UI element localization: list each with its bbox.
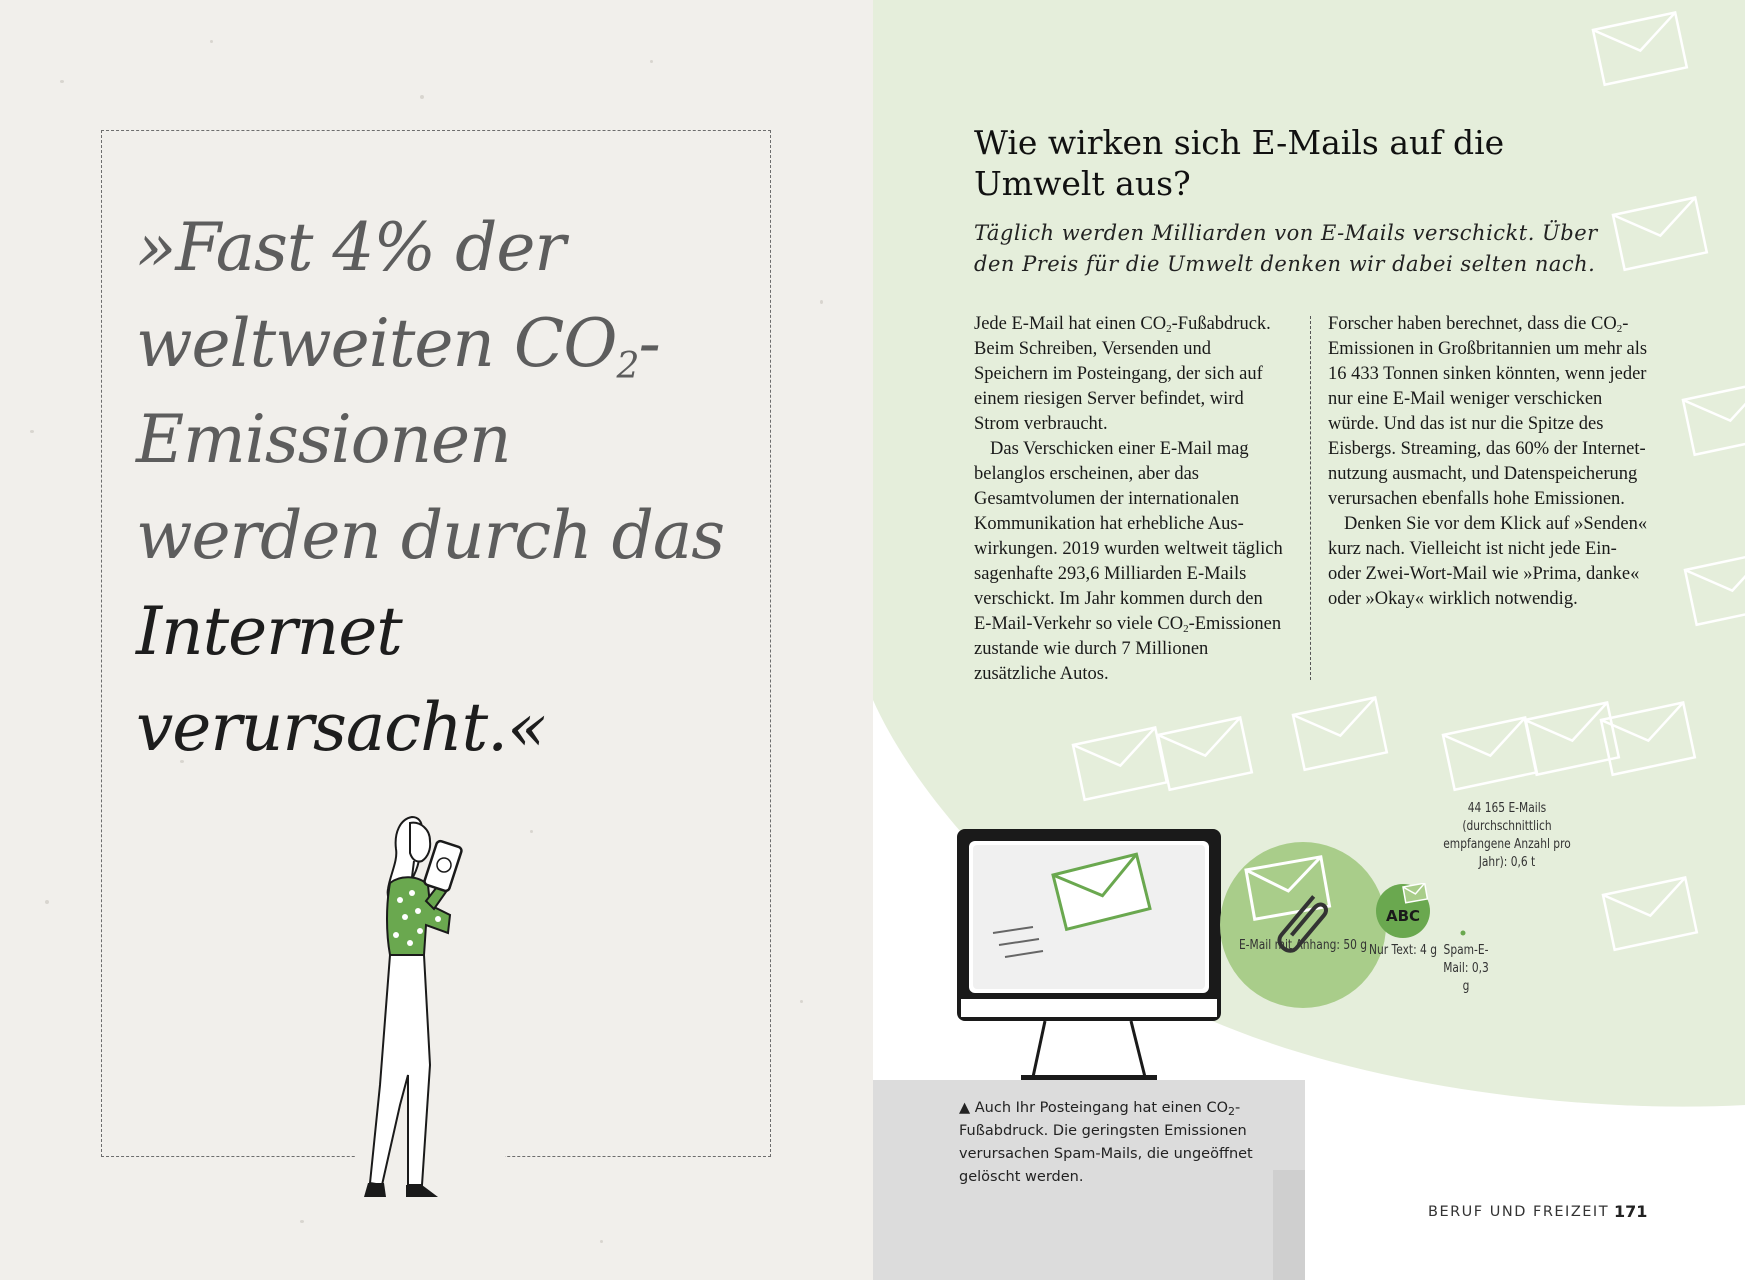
quote-emphasis-internet: Internet (136, 593, 402, 670)
quote-subscript: 2 (616, 346, 639, 387)
body-column-2 (1328, 312, 1653, 612)
paragraph-1: Jede E-Mail hat einen $CO_2$-Fußabdruck. Beim Schreiben, Versenden und Speichern im Posteingang, der sich auf einem riesigen Server befindet, wird Strom verbraucht. (974, 314, 1271, 434)
paragraph-4: Denken Sie vor dem Klick auf »Senden« kurz nach. Vielleicht ist nicht jede Ein- oder Zwei-Wort-Mail wie »Prima, danke« oder »Okay« wirklich notwendig. (1328, 514, 1648, 609)
quote-text-1: »Fast 4% der weltweiten CO (136, 209, 617, 382)
abc-badge: ABC (1385, 907, 1421, 925)
quote-emphasis-end: verursacht.« (136, 689, 547, 766)
quote-text-2: -Emissionen werden durch das (136, 305, 725, 574)
column-divider (1310, 316, 1311, 680)
figure-caption: ▲ Auch Ihr Posteingang hat einen $CO_2$-Fußabdruck. Die geringsten Emissionen verursachen Spam-Mails, die ungeöffnet gelöscht werden. (959, 1100, 1253, 1185)
paragraph-2: Das Verschicken einer E-Mail mag belanglos erscheinen, aber das Gesamtvolumen der internationalen Kommunikation hat erhebliche Auswirkungen. 2019 wurden weltweit täglich sagenhafte 293,6 Milliarden E-Mails verschickt. Im Jahr kommen durch den E-Mail-Verkehr so viele $CO_2$-Emissionen zustande wie durch 7 Millionen zusätzliche Autos. (974, 439, 1283, 684)
spam-label: Spam-E-Mail: 0,3 g (1443, 943, 1489, 994)
monitor-icon (953, 825, 1228, 1085)
article-subheading: Täglich werden Milliarden von E-Mails verschickt. Über den Preis für die Umwelt denken wir dabei selten nach. (974, 221, 1598, 276)
text-only-label: Nur Text: 4 g (1369, 943, 1437, 958)
page-number: 171 (1614, 1202, 1648, 1221)
woman-with-phone-illustration (360, 805, 520, 1210)
spam-dot (1460, 930, 1466, 936)
article-heading: Wie wirken sich E-Mails auf die Umwelt aus? (974, 123, 1505, 203)
attachment-circle (1218, 840, 1388, 1010)
text-only-circle (1375, 883, 1431, 939)
triangle-icon: ▲ (959, 1100, 971, 1116)
body-column-1 (974, 312, 1284, 687)
pull-quote (136, 200, 756, 776)
paragraph-3: Forscher haben berechnet, dass die $CO_2$-Emissionen in Großbritannien um mehr als 16 433 Tonnen sinken könnten, wenn jeder nur eine E-Mail weniger verschicken würde. Und das ist nur die Spitze des Eisbergs. Streaming, das 60% der Internetnutzung ausmacht, und Datenspeicherung verursachen ebenfalls hohe Emissionen. (1328, 314, 1648, 509)
footer-section-title: BERUF UND FREIZEIT (1428, 1204, 1610, 1220)
attachment-label: E-Mail mit Anhang: 50 g (1238, 938, 1368, 953)
yearly-emails-label: 44 165 E-Mails (durchschnittlich empfangene Anzahl pro Jahr): 0,6 t (1443, 801, 1571, 870)
